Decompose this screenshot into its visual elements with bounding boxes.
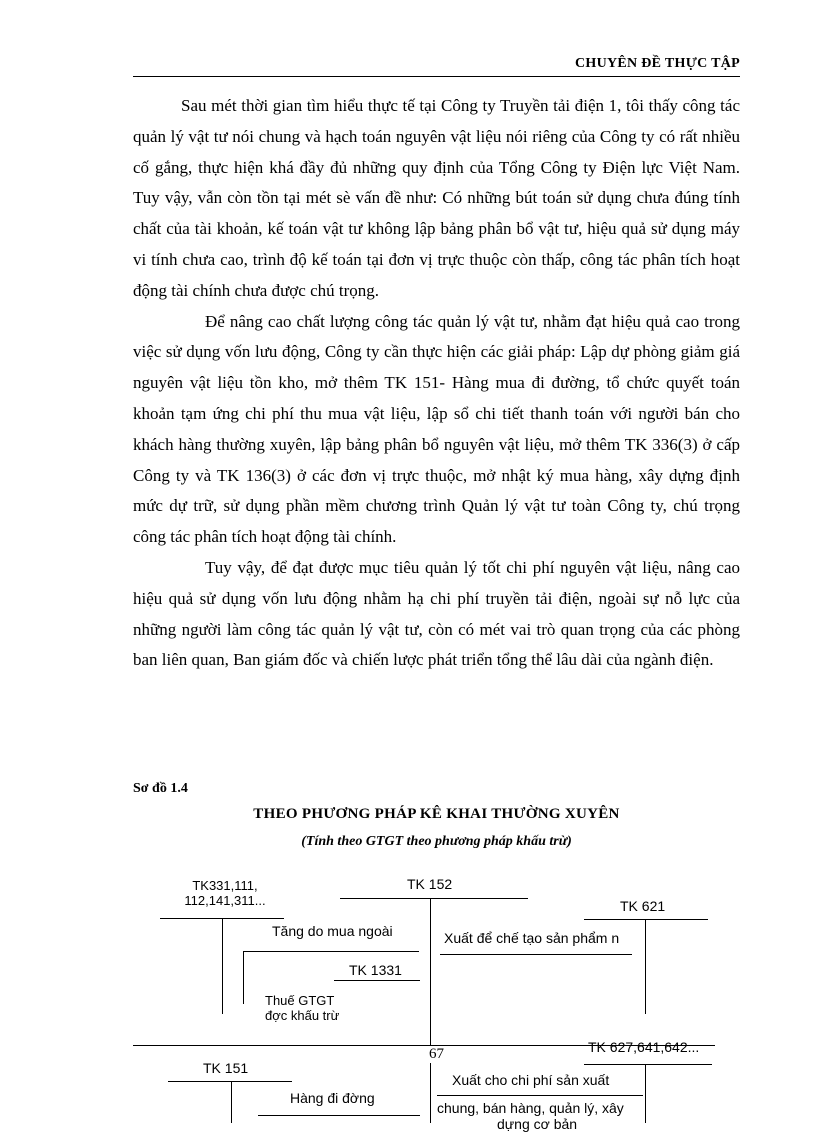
account-tk151-hline [168, 1081, 292, 1082]
account-tk151-label: TK 151 [203, 1060, 249, 1076]
account-tk152-label: TK 152 [407, 876, 453, 892]
account-tk152-hline [340, 898, 528, 899]
account-tk151-vline [231, 1081, 232, 1123]
account-tk621-label: TK 621 [620, 898, 666, 914]
account-tk1331-label: TK 1331 [349, 962, 402, 978]
entry-thue-gtgt: Thuế GTGT đợc khấu trừ [265, 993, 340, 1023]
entry-mua-ngoai-drop-line [243, 951, 244, 1004]
entry-xuat-che-tao-line [440, 954, 632, 955]
entry-chung-ban-hang: chung, bán hàng, quản lý, xây [437, 1100, 624, 1116]
paragraph-3: Tuy vậy, để đạt được mục tiêu quản lý tốt chi phí nguyên vật liệu, nâng cao hiệu quả sử dụng vốn lưu động nhằm hạ chi phí truyền tải điện, ngoài sự nỗ lực của những người làm công tác quản lý vật tư, còn có mét vai trò quan trọng của các phòng ban liên quan, Ban giám đốc và chiến lược phát triển tổng thể lâu dài của ngành điện. [133, 557, 740, 670]
entry-xuat-chi-phi-line [437, 1095, 643, 1096]
account-tk331-label: TK331,111, 112,141,311... [184, 878, 266, 908]
header-rule [133, 76, 740, 77]
account-tk627-hline [584, 1064, 712, 1065]
account-tk627-vline [645, 1064, 646, 1123]
body-text [133, 91, 740, 676]
account-tk1331-hline [334, 980, 420, 981]
account-tk621-vline [645, 919, 646, 1014]
entry-xuat-che-tao: Xuất để chế tạo sản phẩm n [444, 930, 620, 946]
header-title: CHUYÊN ĐỀ THỰC TẬP [575, 56, 740, 71]
entry-hang-di-duong: Hàng đi đờng [290, 1090, 375, 1106]
page-number: 67 [429, 1046, 444, 1062]
account-tk621-hline [584, 919, 708, 920]
account-tk152-vline [430, 898, 431, 1123]
entry-dung-co-ban: dựng cơ bản [497, 1116, 578, 1132]
account-tk331-vline [222, 918, 223, 1014]
paragraph-2: Để nâng cao chất lượng công tác quản lý vật tư, nhằm đạt hiệu quả cao trong việc sử dụng vốn lưu động, Công ty cần thực hiện các giải pháp: Lập dự phòng giảm giá nguyên vật liệu tồn kho, mở thêm TK 151- Hàng mua đi đường, tổ chức quyết toán khoản tạm ứng chi phí thu mua vật liệu, lập sổ chi tiết thanh toán với người bán cho khách hàng thường xuyên, lập bảng phân bổ nguyên vật liệu, mở thêm TK 336(3) ở cấp Công ty và TK 136(3) ở các đơn vị trực thuộc, mở nhật ký mua hàng, xây dựng định mức dự trữ, sử dụng phần mềm chương trình Quản lý vật tư toàn Công ty, chú trọng công tác phân tích hoạt động tài chính. [133, 311, 740, 547]
entry-xuat-chi-phi: Xuất cho chi phí sản xuất [452, 1072, 610, 1088]
account-tk627-label: TK 627,641,642... [588, 1039, 700, 1055]
diagram-title: THEO PHƯƠNG PHÁP KÊ KHAI THƯỜNG XUYÊN [253, 806, 620, 822]
diagram-subtitle: (Tính theo GTGT theo phương pháp khấu trừ) [301, 834, 572, 849]
entry-mua-ngoai-arrow-line [243, 951, 419, 952]
diagram-label: Sơ đồ 1.4 [133, 781, 188, 796]
entry-hang-di-duong-line [258, 1115, 420, 1116]
entry-tang-mua-ngoai: Tăng do mua ngoài [272, 923, 393, 939]
paragraph-1: Sau mét thời gian tìm hiểu thực tế tại Công ty Truyền tải điện 1, tôi thấy công tác quản lý vật tư nói chung và hạch toán nguyên vật liệu nói riêng của Công ty có rất nhiều cố gắng, thực hiện khá đầy đủ những quy định của Tổng Công ty Điện lực Việt Nam. Tuy vậy, vẫn còn tồn tại mét sè vấn đề như: Có những bút toán sử dụng chưa đúng tính chất của tài khoản, kế toán vật tư không lập bảng phân bổ vật tư, hiệu quả sử dụng máy vi tính chưa cao, trình độ kế toán tại đơn vị trực thuộc còn thấp, công tác phân tích hoạt động tài chính chưa được chú trọng. [133, 96, 740, 300]
